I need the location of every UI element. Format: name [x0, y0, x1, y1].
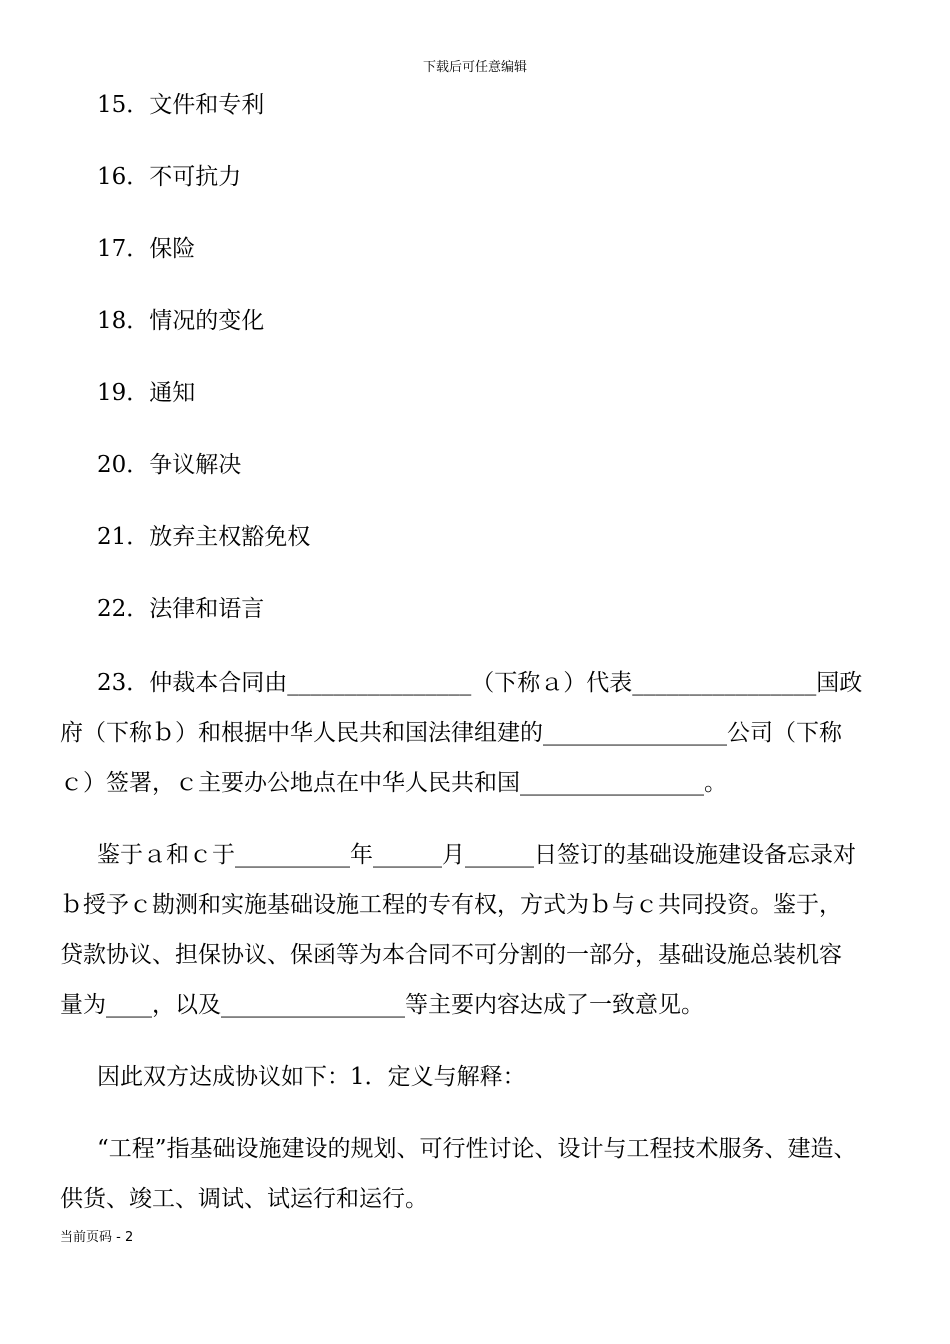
list-item: 17．保险: [97, 236, 196, 262]
paragraph-line: 供货、竣工、调试、试运行和运行。: [60, 1186, 428, 1212]
list-item: 20．争议解决: [97, 452, 242, 478]
page-footer: 当前页码 - 2: [60, 1230, 134, 1245]
paragraph-line: ｂ授予ｃ勘测和实施基础设施工程的专有权，方式为ｂ与ｃ共同投资。鉴于，: [60, 892, 842, 918]
paragraph-line: ｃ）签署，ｃ主要办公地点在中华人民共和国________________。: [60, 770, 727, 796]
list-item: 15．文件和专利: [97, 92, 265, 118]
list-item: 19．通知: [97, 380, 196, 406]
paragraph-line: “工程”指基础设施建设的规划、可行性讨论、设计与工程技术服务、建造、: [97, 1136, 857, 1162]
list-item: 16．不可抗力: [97, 164, 242, 190]
page-header: 下载后可任意编辑: [422, 60, 527, 75]
paragraph-line: 鉴于ａ和ｃ于__________年______月______日签订的基础设施建设备忘录对: [97, 842, 856, 868]
list-item: 18．情况的变化: [97, 308, 265, 334]
paragraph-line: 量为____，以及________________等主要内容达成了一致意见。: [60, 992, 704, 1018]
list-item: 21．放弃主权豁免权: [97, 524, 311, 550]
paragraph-line: 府（下称ｂ）和根据中华人民共和国法律组建的________________公司（下称: [60, 720, 842, 746]
list-item: 22．法律和语言: [97, 596, 265, 622]
paragraph-line: 贷款协议、担保协议、保函等为本合同不可分割的一部分，基础设施总装机容: [60, 942, 842, 968]
paragraph-line: 因此双方达成协议如下：1．定义与解释：: [97, 1064, 526, 1090]
paragraph-line: 23．仲裁本合同由________________（下称ａ）代表________________国政: [97, 670, 863, 696]
